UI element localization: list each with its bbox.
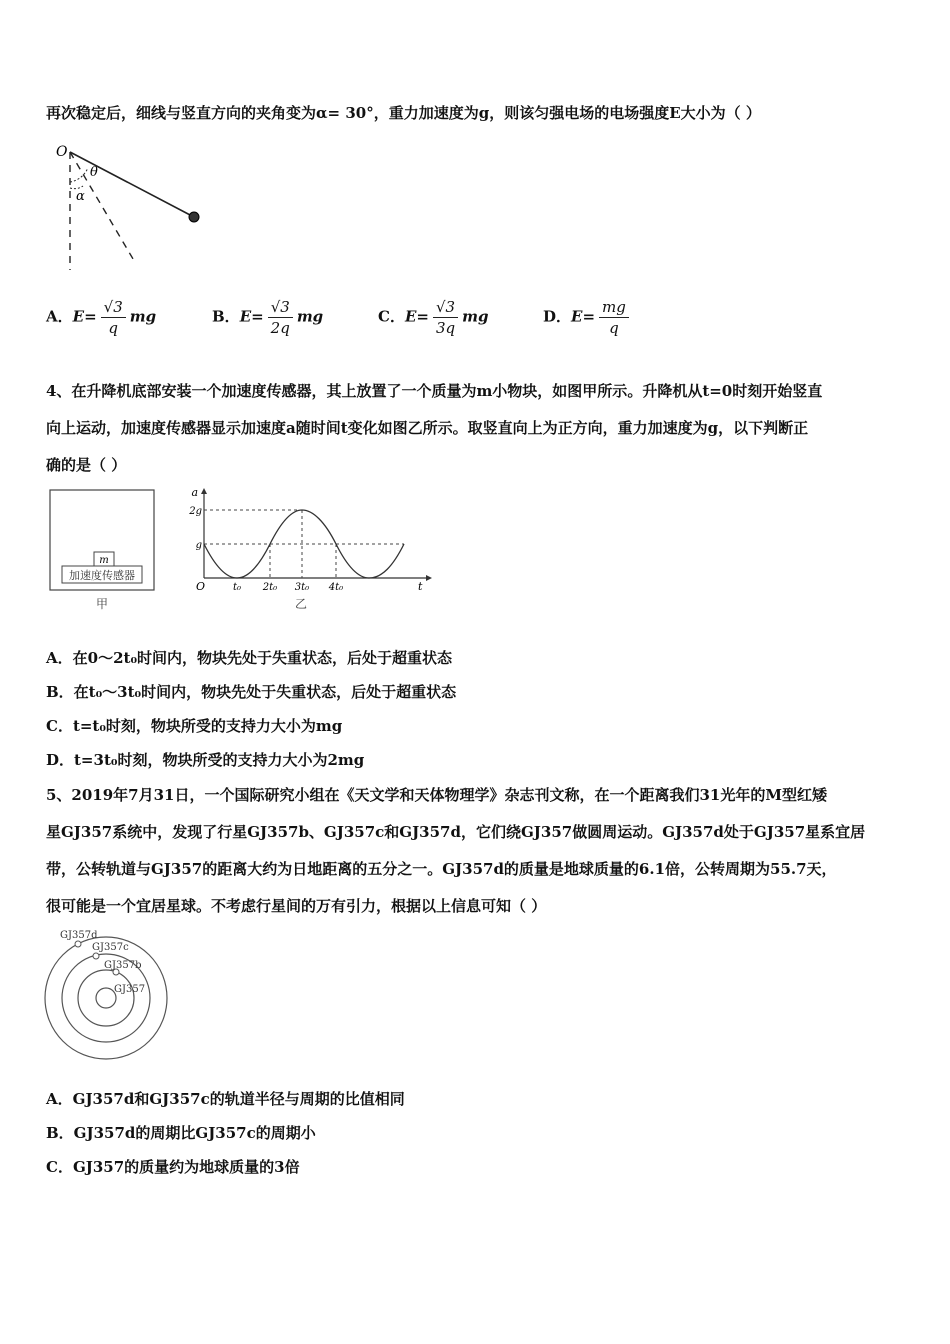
q4-stem-line-3: 确的是（ ） bbox=[46, 456, 127, 474]
q4-figure-jia bbox=[46, 486, 166, 616]
sensor-label: 加速度传感器 bbox=[69, 569, 135, 582]
y-axis-arrow bbox=[201, 488, 207, 494]
axis-label-a: a bbox=[191, 486, 198, 499]
planet-c bbox=[93, 953, 99, 959]
tick-3t0: 3t₀ bbox=[294, 582, 310, 593]
q5-stem-line-2: 星GJ357系统中，发现了行星GJ357b、GJ357c和GJ357d，它们绕GJ357做圆周运动。GJ357d处于GJ357星系宜居 bbox=[46, 823, 866, 841]
q4-stem-line-2: 向上运动，加速度传感器显示加速度a随时间t变化如图乙所示。取竖直向上为正方向，重力加速度为g，以下判断正 bbox=[46, 419, 809, 437]
q3-pendulum-figure bbox=[50, 138, 210, 278]
axis-label-t: t bbox=[418, 580, 423, 593]
q4-option-d: D．t=3t₀时刻，物块所受的支持力大小为2mg bbox=[46, 751, 365, 769]
q4-stem-line-1: 4、在升降机底部安装一个加速度传感器，其上放置了一个质量为m小物块，如图甲所示。升降机从t=0时刻开始竖直 bbox=[46, 382, 823, 400]
tick-2g: 2g bbox=[189, 506, 202, 517]
q3-option-d: D．E= $\frac{mg}{q}$ bbox=[543, 298, 633, 337]
theta-arc bbox=[70, 168, 88, 182]
origin-label: O bbox=[196, 580, 206, 593]
q5-option-b: B．GJ357d的周期比GJ357c的周期小 bbox=[46, 1124, 316, 1142]
block-label: m bbox=[99, 555, 109, 566]
tick-2t0: 2t₀ bbox=[262, 582, 278, 593]
x-axis-arrow bbox=[426, 575, 432, 581]
thread-line bbox=[70, 152, 192, 216]
orbit-d bbox=[45, 937, 167, 1059]
label-gj357c: GJ357c bbox=[92, 942, 129, 953]
q4-option-b: B．在t₀～3t₀时间内，物块先处于失重状态，后处于超重状态 bbox=[46, 683, 457, 701]
q5-stem-line-1: 5、2019年7月31日，一个国际研究小组在《天文学和天体物理学》杂志刊文称，在一个距离我们31光年的M型红矮 bbox=[46, 786, 827, 804]
label-gj357: GJ357 bbox=[114, 984, 146, 995]
label-gj357b: GJ357b bbox=[104, 960, 142, 971]
q4-option-c: C．t=t₀时刻，物块所受的支持力大小为mg bbox=[46, 717, 343, 735]
tick-t0: t₀ bbox=[232, 582, 242, 593]
q3-label-theta: θ bbox=[90, 165, 98, 180]
q4-figure-yi bbox=[186, 486, 436, 616]
q4-option-a: A．在0～2t₀时间内，物块先处于失重状态，后处于超重状态 bbox=[46, 649, 453, 667]
tick-g: g bbox=[195, 540, 202, 551]
caption-jia: 甲 bbox=[95, 597, 109, 611]
charged-ball bbox=[189, 212, 199, 222]
star-gj357 bbox=[96, 988, 116, 1008]
q3-option-b: B．E= $\frac{√3}{2q}$ mg bbox=[212, 298, 324, 337]
q5-orbit-figure bbox=[40, 924, 180, 1064]
tick-4t0: 4t₀ bbox=[328, 582, 344, 593]
q3-option-c: C．E= $\frac{√3}{3q}$ mg bbox=[378, 298, 489, 337]
q3-label-o: O bbox=[56, 144, 68, 160]
q3-option-a: A．E= $\frac{√3}{q}$ mg bbox=[46, 298, 157, 337]
orbit-b bbox=[78, 970, 134, 1026]
q3-label-alpha: α bbox=[76, 189, 85, 204]
planet-d bbox=[75, 941, 81, 947]
q5-stem-line-4: 很可能是一个宜居星球。不考虑行星间的万有引力，根据以上信息可知（ ） bbox=[46, 897, 547, 915]
q5-option-c: C．GJ357的质量约为地球质量的3倍 bbox=[46, 1158, 300, 1176]
label-gj357d: GJ357d bbox=[60, 930, 98, 941]
q5-stem-line-3: 带，公转轨道与GJ357的距离大约为日地距离的五分之一。GJ357d的质量是地球质量的6.1倍，公转周期为55.7天， bbox=[46, 860, 837, 878]
q5-option-a: A．GJ357d和GJ357c的轨道半径与周期的比值相同 bbox=[46, 1090, 405, 1108]
caption-yi: 乙 bbox=[294, 597, 308, 611]
q3-stem: 再次稳定后，细线与竖直方向的夹角变为α= 30°，重力加速度为g，则该匀强电场的电场强度E大小为（ ） bbox=[46, 104, 761, 122]
